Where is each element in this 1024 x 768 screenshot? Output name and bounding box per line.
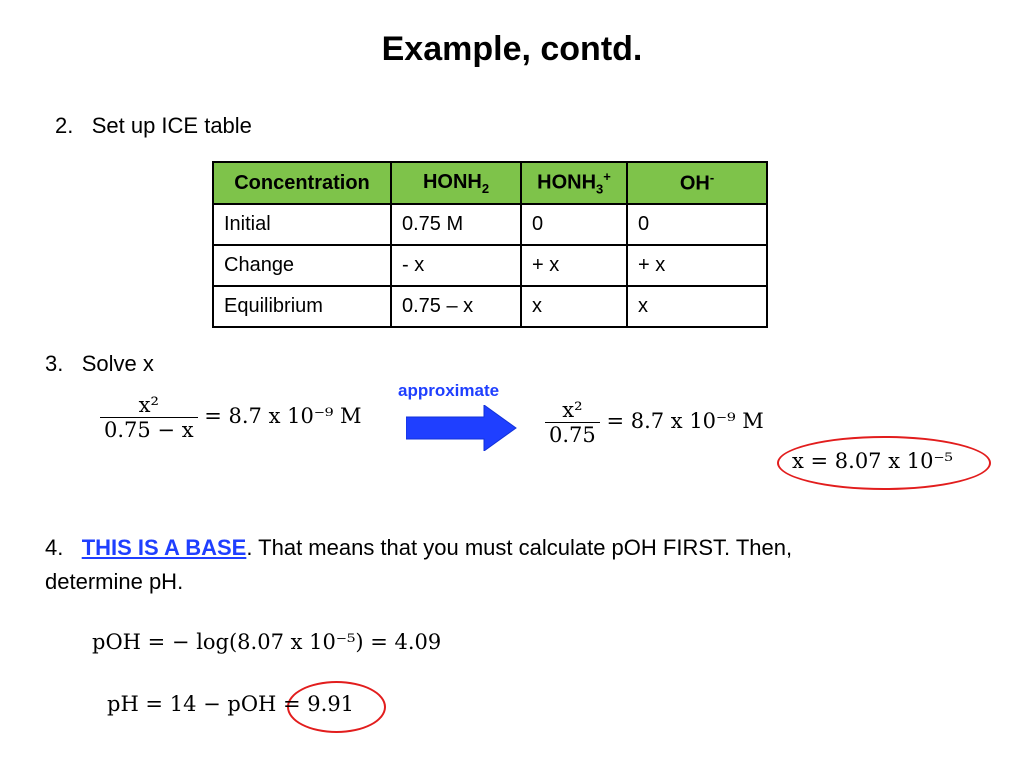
cell: + x xyxy=(521,245,627,286)
header-honh3-plus: $HONH_3^+$ xyxy=(521,162,627,204)
header-concentration: Concentration xyxy=(213,162,391,204)
approximate-label: approximate xyxy=(398,381,500,400)
fraction-denominator: 0.75 − x xyxy=(100,417,198,442)
cell: 0 xyxy=(521,204,627,245)
poh-equation: pOH = − log(8.07 x 10⁻⁵) = 4.09 xyxy=(92,630,442,654)
step-4-text-line2: determine pH. xyxy=(45,569,184,594)
step-4-text: . That means that you must calculate pOH FIRST. Then, xyxy=(246,535,793,560)
equation-approx xyxy=(545,398,764,447)
fraction-numerator: x² xyxy=(562,398,583,422)
fraction-numerator: x² xyxy=(138,393,159,417)
cell: Change xyxy=(213,245,391,286)
equation-full-fraction xyxy=(100,393,198,442)
header-honh2: $HONH_2$ xyxy=(391,162,521,204)
ph-equation: pH = 14 − pOH = 9.91 xyxy=(107,692,355,716)
step-2-text: Set up ICE table xyxy=(91,113,252,138)
cell: - x xyxy=(391,245,521,286)
cell: + x xyxy=(627,245,767,286)
ice-table-header-row xyxy=(213,162,767,204)
table-row xyxy=(213,245,767,286)
right-arrow-icon xyxy=(406,405,518,451)
cell: Equilibrium xyxy=(213,286,391,327)
equation-approx-rhs: = 8.7 x 10⁻⁹ M xyxy=(606,409,764,433)
step-2-number: 2. xyxy=(55,113,74,138)
ice-table xyxy=(212,161,768,328)
step-3-number: 3. xyxy=(45,351,64,376)
cell: 0.75 M xyxy=(391,204,521,245)
cell: 0.75 – x xyxy=(391,286,521,327)
fraction-denominator: 0.75 xyxy=(545,422,600,447)
cell: x xyxy=(521,286,627,327)
slide-title: Example, contd. xyxy=(381,30,643,68)
answer-x: x = 8.07 x 10⁻⁵ xyxy=(792,449,953,473)
table-row xyxy=(213,286,767,327)
step-4 xyxy=(45,531,792,599)
step-3-text: Solve x xyxy=(81,351,154,376)
this-is-a-base-link[interactable]: THIS IS A BASE xyxy=(81,535,247,560)
step-4-number: 4. xyxy=(45,535,64,560)
table-row xyxy=(213,204,767,245)
equation-full-rhs: = 8.7 x 10⁻⁹ M xyxy=(204,404,362,428)
step-3 xyxy=(45,351,154,377)
step-2 xyxy=(55,113,252,139)
cell: 0 xyxy=(627,204,767,245)
cell: x xyxy=(627,286,767,327)
header-oh-minus: OH- xyxy=(627,162,767,204)
cell: Initial xyxy=(213,204,391,245)
equation-approx-fraction xyxy=(545,398,600,447)
equation-full xyxy=(100,393,362,442)
